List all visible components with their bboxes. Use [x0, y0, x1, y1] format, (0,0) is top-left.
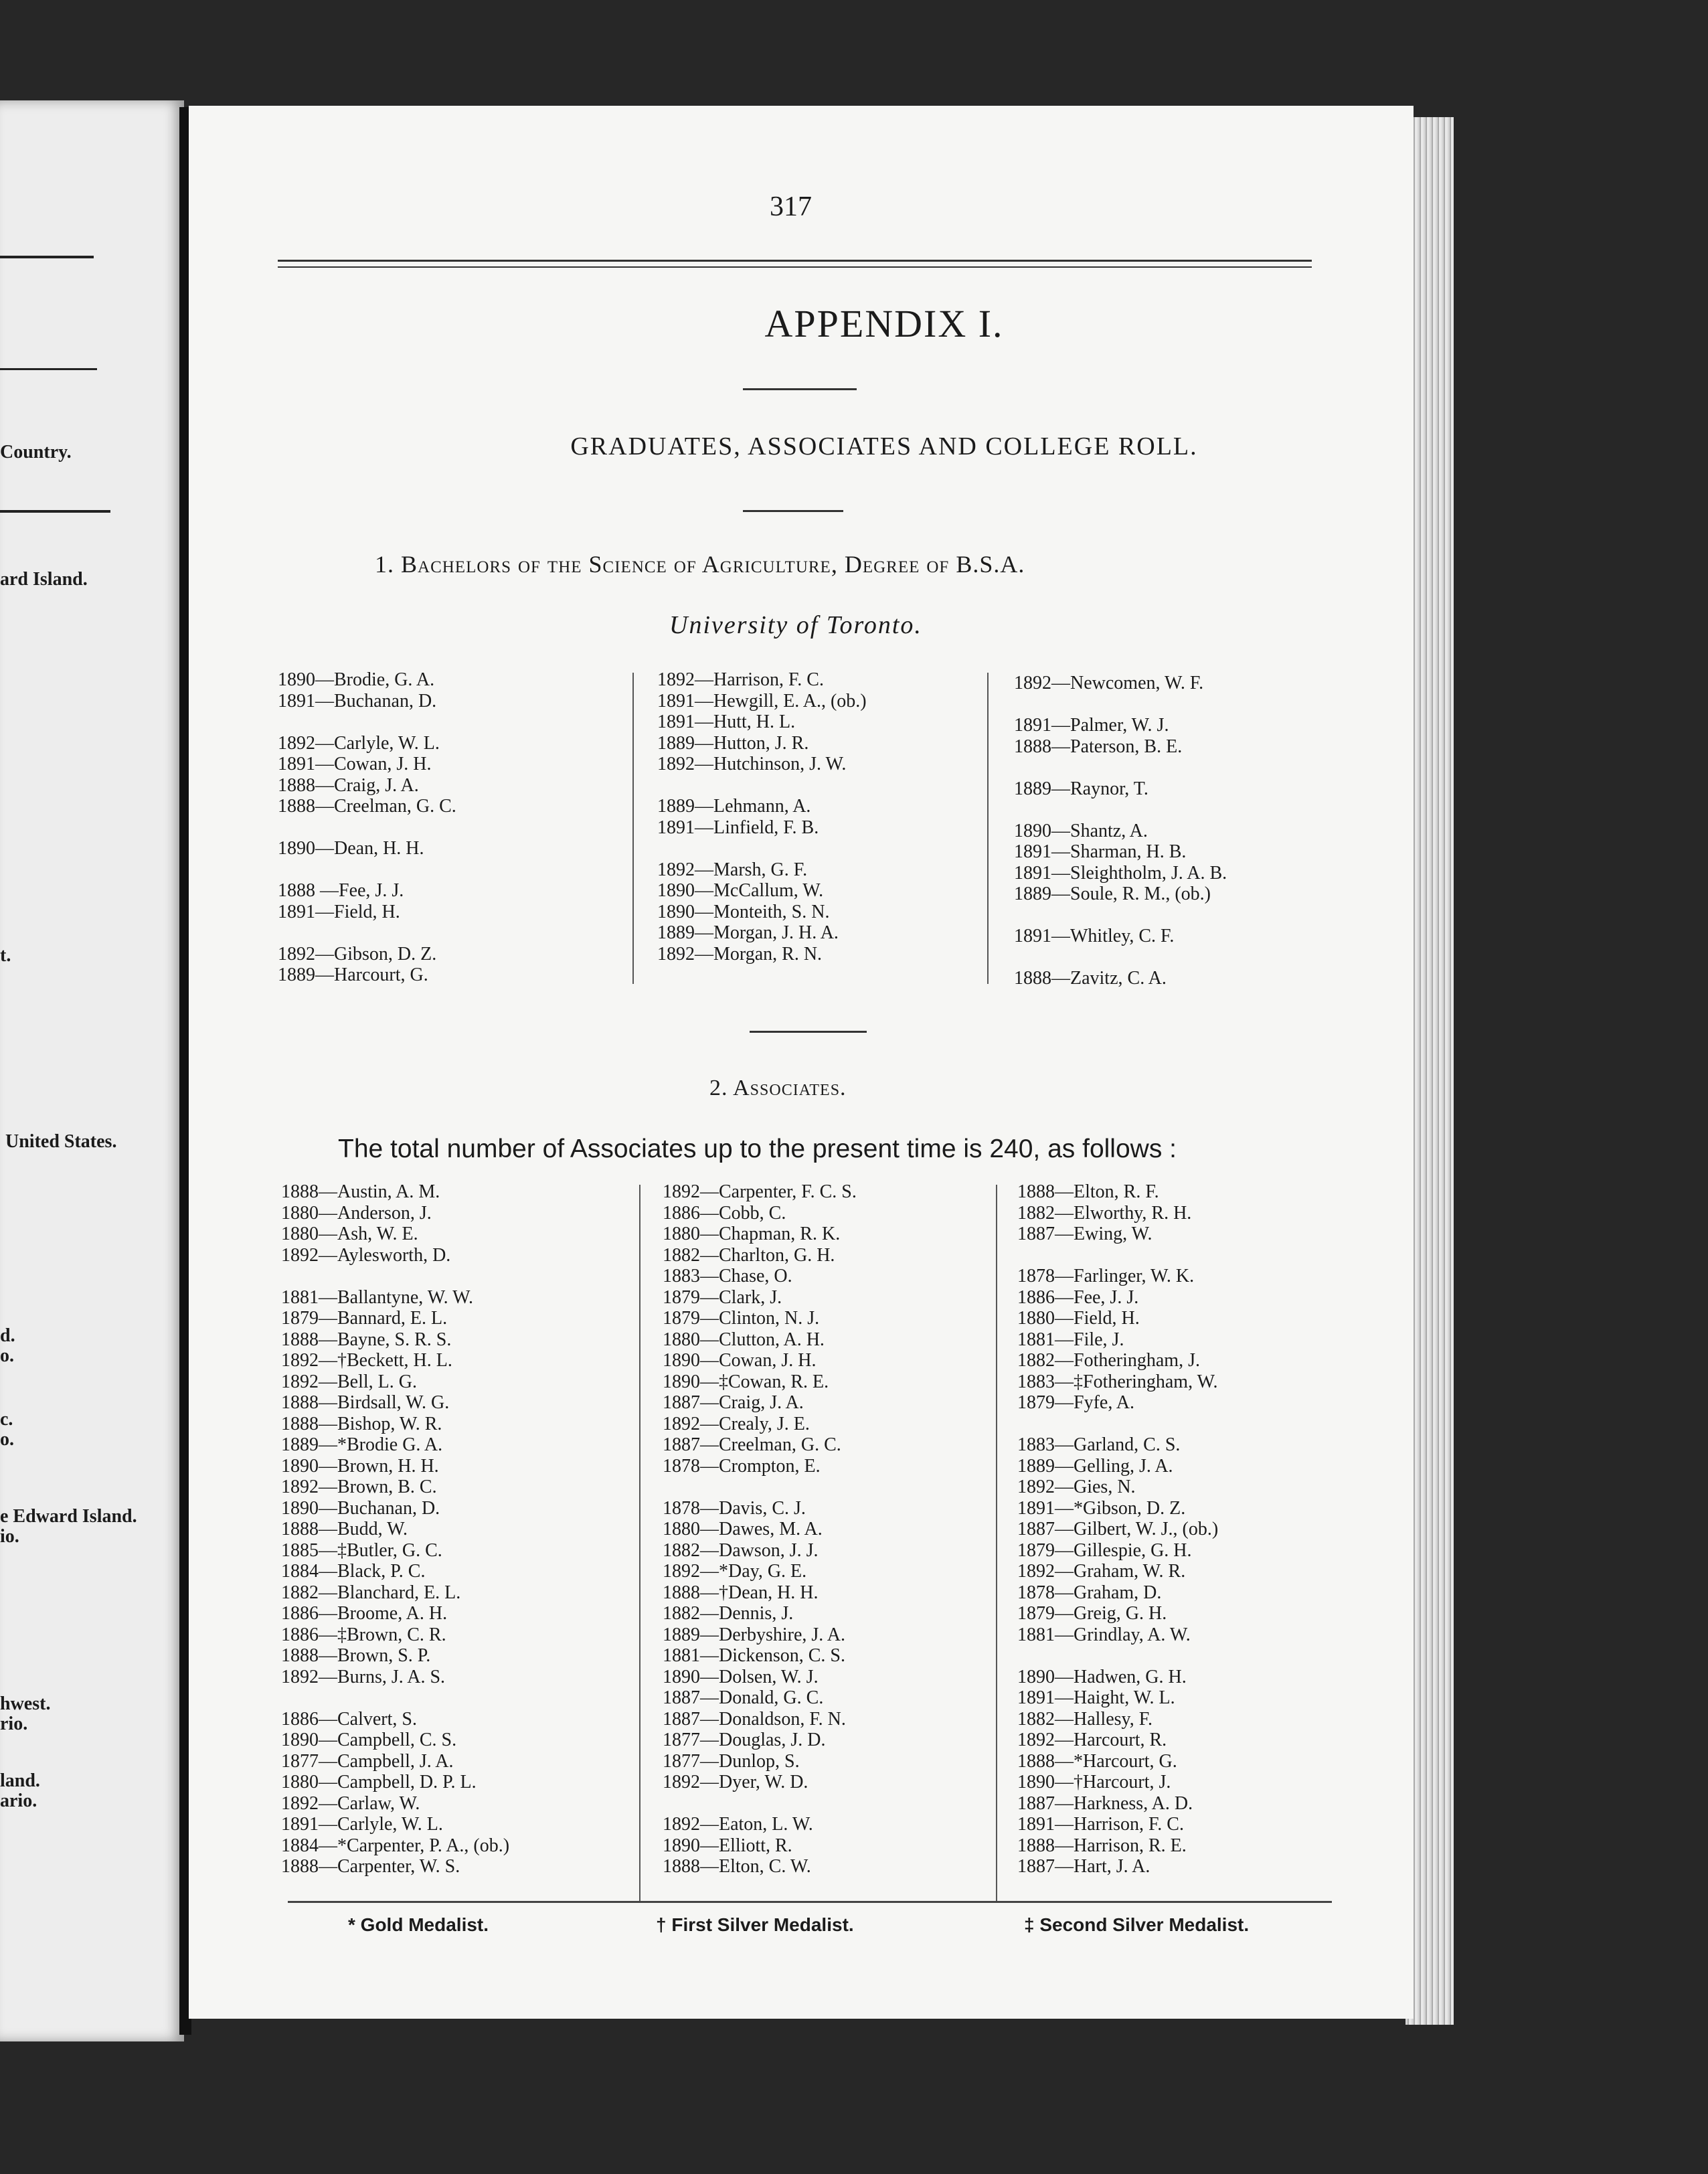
- roll-entry: 1890—Brown, H. H.: [281, 1455, 439, 1477]
- list-spacer: [1014, 694, 1227, 716]
- roll-entry: 1882—Elworthy, R. H.: [1017, 1202, 1192, 1224]
- roll-entry: 1879—Clinton, N. J.: [663, 1308, 820, 1329]
- roll-entry: 1891—Linfield, F. B.: [657, 817, 819, 838]
- roll-entry: 1878—Davis, C. J.: [663, 1497, 806, 1519]
- roll-entry: 1892—*Day, G. E.: [663, 1561, 807, 1582]
- roll-entry: 1884—*Carpenter, P. A., (ob.): [281, 1835, 510, 1856]
- roll-entry: 1888—Elton, R. F.: [1017, 1181, 1159, 1202]
- roll-entry: 1877—Douglas, J. D.: [663, 1730, 826, 1750]
- associates-column-3: [1017, 1181, 1218, 1877]
- roll-entry: 1879—Bannard, E. L.: [281, 1308, 448, 1329]
- facing-page-rule: [0, 510, 110, 513]
- facing-page-text: hwest.: [0, 1693, 51, 1714]
- roll-entry: 1891—Palmer, W. J.: [1014, 715, 1169, 736]
- roll-entry: 1890—Campbell, C. S.: [281, 1730, 457, 1750]
- roll-entry: 1878—Graham, D.: [1017, 1582, 1162, 1603]
- roll-entry: 1886—Cobb, C.: [663, 1202, 786, 1224]
- roll-entry: 1888—Bishop, W. R.: [281, 1413, 442, 1434]
- roll-entry: 1889—*Brodie G. A.: [281, 1434, 443, 1455]
- roll-title: GRADUATES, ASSOCIATES AND COLLEGE ROLL.: [570, 432, 1198, 461]
- roll-entry: 1891—Buchanan, D.: [278, 690, 437, 712]
- facing-page-fragment: [0, 100, 184, 2041]
- roll-entry: 1892—Burns, J. A. S.: [281, 1666, 446, 1687]
- roll-entry: 1877—Dunlop, S.: [663, 1750, 800, 1772]
- roll-entry: 1879—Clark, J.: [663, 1286, 782, 1308]
- roll-entry: 1892—Newcomen, W. F.: [1014, 673, 1204, 693]
- roll-entry: 1888—Carpenter, W. S.: [281, 1856, 460, 1877]
- roll-entry: 1889—Lehmann, A.: [657, 796, 811, 817]
- roll-entry: 1887—Gilbert, W. J., (ob.): [1017, 1519, 1219, 1539]
- roll-entry: 1889—Hutton, J. R.: [657, 732, 809, 754]
- roll-entry: 1891—Cowan, J. H.: [278, 754, 432, 774]
- appendix-title: APPENDIX I.: [764, 302, 1004, 345]
- roll-entry: 1879—Fyfe, A.: [1017, 1392, 1134, 1413]
- roll-entry: 1878—Farlinger, W. K.: [1017, 1266, 1195, 1286]
- bachelors-column-3: [1014, 673, 1227, 989]
- roll-entry: 1888—*Harcourt, G.: [1017, 1750, 1177, 1772]
- roll-entry: 1887—Donaldson, F. N.: [663, 1708, 846, 1730]
- roll-entry: 1886—Broome, A. H.: [281, 1603, 448, 1624]
- roll-entry: 1890—McCallum, W.: [657, 880, 824, 901]
- roll-entry: 1892—Dyer, W. D.: [663, 1772, 808, 1792]
- roll-entry: 1890—†Harcourt, J.: [1017, 1772, 1171, 1792]
- roll-entry: 1881—File, J.: [1017, 1329, 1124, 1350]
- list-spacer: [1017, 1645, 1218, 1667]
- roll-entry: 1883—Garland, C. S.: [1017, 1434, 1181, 1455]
- roll-entry: 1880—Field, H.: [1017, 1308, 1140, 1329]
- roll-entry: 1891—*Gibson, D. Z.: [1017, 1497, 1186, 1519]
- roll-entry: 1889—Raynor, T.: [1014, 778, 1148, 799]
- roll-entry: 1890—Dolsen, W. J.: [663, 1666, 819, 1687]
- roll-entry: 1889—Derbyshire, J. A.: [663, 1624, 845, 1645]
- facing-page-text: io.: [0, 1526, 19, 1547]
- roll-entry: 1881—Grindlay, A. W.: [1017, 1624, 1191, 1645]
- facing-page-text: o.: [0, 1345, 14, 1366]
- roll-entry: 1888—Zavitz, C. A.: [1014, 968, 1167, 989]
- section-1-heading: 1. Bachelors of the Science of Agriculture, Degree of B.S.A.: [375, 551, 1025, 578]
- header-rule: [278, 260, 1312, 262]
- facing-page-text: rio.: [0, 1713, 28, 1734]
- facing-page-text: e Edward Island.: [0, 1506, 137, 1527]
- roll-entry: 1892—Bell, L. G.: [281, 1371, 417, 1392]
- roll-entry: 1892—Graham, W. R.: [1017, 1561, 1186, 1582]
- roll-entry: 1891—Hutt, H. L.: [657, 712, 796, 732]
- roll-entry: 1881—Ballantyne, W. W.: [281, 1286, 473, 1308]
- roll-entry: 1889—Morgan, J. H. A.: [657, 922, 839, 943]
- roll-entry: 1889—Harcourt, G.: [278, 965, 428, 985]
- facing-page-text: ard Island.: [0, 569, 88, 590]
- list-spacer: [1014, 799, 1227, 821]
- roll-entry: 1891—Harrison, F. C.: [1017, 1814, 1184, 1835]
- list-spacer: [278, 712, 456, 733]
- roll-entry: 1888—Paterson, B. E.: [1014, 736, 1183, 757]
- roll-entry: 1887—Craig, J. A.: [663, 1392, 804, 1413]
- roll-entry: 1888—Elton, C. W.: [663, 1856, 811, 1877]
- list-spacer: [281, 1266, 509, 1287]
- column-divider: [632, 673, 634, 984]
- roll-entry: 1888—Harrison, R. E.: [1017, 1835, 1187, 1856]
- roll-entry: 1887—Harkness, A. D.: [1017, 1792, 1193, 1814]
- associates-column-2: [663, 1181, 857, 1877]
- roll-entry: 1888—Budd, W.: [281, 1519, 408, 1539]
- roll-entry: 1890—Cowan, J. H.: [663, 1350, 817, 1371]
- roll-entry: 1891—Whitley, C. F.: [1014, 926, 1175, 946]
- header-rule: [278, 266, 1312, 268]
- roll-entry: 1892—Aylesworth, D.: [281, 1244, 451, 1266]
- roll-entry: 1880—Chapman, R. K.: [663, 1224, 841, 1244]
- roll-entry: 1888—Creelman, G. C.: [278, 796, 456, 817]
- facing-page-text: d.: [0, 1325, 15, 1346]
- roll-entry: 1881—Dickenson, C. S.: [663, 1645, 845, 1666]
- roll-entry: 1879—Gillespie, G. H.: [1017, 1539, 1192, 1561]
- roll-entry: 1888—Craig, J. A.: [278, 774, 419, 796]
- roll-entry: 1888—Brown, S. P.: [281, 1645, 431, 1666]
- list-spacer: [278, 922, 456, 944]
- legend-first-silver-medalist: † First Silver Medalist.: [656, 1914, 854, 1935]
- roll-entry: 1878—Crompton, E.: [663, 1455, 821, 1477]
- facing-page-text: Country.: [0, 442, 72, 463]
- roll-entry: 1892—Carpenter, F. C. S.: [663, 1181, 857, 1202]
- roll-entry: 1889—Soule, R. M., (ob.): [1014, 884, 1211, 904]
- roll-entry: 1891—Field, H.: [278, 901, 400, 922]
- roll-entry: 1883—‡Fotheringham, W.: [1017, 1371, 1218, 1392]
- roll-entry: 1882—Dawson, J. J.: [663, 1539, 819, 1561]
- facing-page-text: United States.: [5, 1131, 117, 1152]
- roll-entry: 1888 —Fee, J. J.: [278, 880, 404, 901]
- roll-entry: 1880—Campbell, D. P. L.: [281, 1772, 477, 1792]
- facing-page-text: c.: [0, 1409, 13, 1430]
- facing-page-text: t.: [0, 945, 11, 966]
- roll-entry: 1892—Marsh, G. F.: [657, 859, 808, 880]
- roll-entry: 1892—Gibson, D. Z.: [278, 943, 437, 965]
- roll-entry: 1877—Campbell, J. A.: [281, 1750, 454, 1772]
- list-spacer: [1017, 1245, 1218, 1266]
- roll-entry: 1880—Clutton, A. H.: [663, 1329, 825, 1350]
- legend-second-silver-medalist: ‡ Second Silver Medalist.: [1024, 1914, 1250, 1935]
- facing-page-text: o.: [0, 1429, 14, 1450]
- associates-column-1: [281, 1181, 509, 1877]
- roll-entry: 1882—Charlton, G. H.: [663, 1244, 835, 1266]
- roll-entry: 1888—Birdsall, W. G.: [281, 1392, 450, 1413]
- roll-entry: 1890—Elliott, R.: [663, 1835, 792, 1856]
- roll-entry: 1892—Carlyle, W. L.: [278, 732, 440, 754]
- roll-entry: 1882—Dennis, J.: [663, 1603, 794, 1624]
- roll-entry: 1879—Greig, G. H.: [1017, 1603, 1167, 1624]
- roll-entry: 1880—Anderson, J.: [281, 1202, 432, 1224]
- roll-entry: 1892—Eaton, L. W.: [663, 1814, 813, 1835]
- roll-entry: 1888—Austin, A. M.: [281, 1181, 440, 1202]
- roll-entry: 1880—Dawes, M. A.: [663, 1519, 823, 1539]
- list-spacer: [663, 1477, 857, 1498]
- roll-entry: 1889—Gelling, J. A.: [1017, 1455, 1173, 1477]
- roll-entry: 1882—Hallesy, F.: [1017, 1708, 1153, 1730]
- roll-entry: 1885—‡Butler, G. C.: [281, 1539, 442, 1561]
- facing-page-text: land.: [0, 1770, 40, 1791]
- footer-rule: [288, 1901, 1332, 1903]
- section-divider: [750, 1031, 867, 1033]
- roll-entry: 1886—‡Brown, C. R.: [281, 1624, 446, 1645]
- roll-entry: 1887—Hart, J. A.: [1017, 1856, 1150, 1877]
- roll-entry: 1882—Blanchard, E. L.: [281, 1582, 461, 1603]
- bachelors-column-1: [278, 669, 456, 986]
- list-spacer: [278, 859, 456, 881]
- roll-entry: 1890—Monteith, S. N.: [657, 901, 830, 922]
- roll-entry: 1887—Ewing, W.: [1017, 1224, 1152, 1244]
- roll-entry: 1886—Calvert, S.: [281, 1708, 417, 1730]
- roll-entry: 1892—Hutchinson, J. W.: [657, 754, 847, 774]
- list-spacer: [663, 1793, 857, 1815]
- roll-entry: 1890—Brodie, G. A.: [278, 669, 435, 690]
- roll-entry: 1888—Bayne, S. R. S.: [281, 1329, 452, 1350]
- legend-gold-medalist: * Gold Medalist.: [348, 1914, 489, 1935]
- roll-entry: 1882—Fotheringham, J.: [1017, 1350, 1200, 1371]
- roll-entry: 1890—‡Cowan, R. E.: [663, 1371, 829, 1392]
- column-divider: [639, 1185, 640, 1901]
- roll-entry: 1891—Carlyle, W. L.: [281, 1814, 443, 1835]
- column-divider: [987, 673, 989, 984]
- list-spacer: [1014, 757, 1227, 778]
- list-spacer: [657, 838, 867, 859]
- roll-entry: 1883—Chase, O.: [663, 1266, 792, 1286]
- roll-entry: 1887—Creelman, G. C.: [663, 1434, 841, 1455]
- roll-entry: 1892—Crealy, J. E.: [663, 1413, 810, 1434]
- roll-entry: 1892—†Beckett, H. L.: [281, 1350, 452, 1371]
- roll-entry: 1892—Harcourt, R.: [1017, 1730, 1167, 1750]
- title-divider: [743, 388, 857, 390]
- list-spacer: [278, 817, 456, 839]
- university-name: University of Toronto.: [669, 611, 922, 639]
- title-divider: [743, 510, 843, 512]
- roll-entry: 1884—Black, P. C.: [281, 1561, 426, 1582]
- list-spacer: [1014, 947, 1227, 969]
- roll-entry: 1891—Haight, W. L.: [1017, 1687, 1175, 1708]
- bachelors-column-2: [657, 669, 867, 965]
- list-spacer: [1014, 905, 1227, 926]
- list-spacer: [657, 775, 867, 797]
- roll-entry: 1891—Sleightholm, J. A. B.: [1014, 862, 1227, 884]
- associates-total-statement: The total number of Associates up to the present time is 240, as follows :: [338, 1135, 1177, 1163]
- facing-page-rule: [0, 256, 94, 258]
- list-spacer: [1017, 1414, 1218, 1435]
- column-divider: [996, 1185, 997, 1901]
- roll-entry: 1892—Brown, B. C.: [281, 1477, 437, 1497]
- section-2-heading: 2. Associates.: [709, 1076, 847, 1100]
- list-spacer: [281, 1687, 509, 1709]
- roll-entry: 1880—Ash, W. E.: [281, 1224, 418, 1244]
- roll-entry: 1892—Harrison, F. C.: [657, 669, 824, 690]
- page-number: 317: [770, 191, 812, 222]
- roll-entry: 1887—Donald, G. C.: [663, 1687, 824, 1708]
- roll-entry: 1891—Sharman, H. B.: [1014, 841, 1187, 862]
- roll-entry: 1890—Dean, H. H.: [278, 838, 424, 859]
- roll-entry: 1890—Hadwen, G. H.: [1017, 1666, 1187, 1687]
- roll-entry: 1888—†Dean, H. H.: [663, 1582, 819, 1603]
- roll-entry: 1890—Shantz, A.: [1014, 820, 1148, 841]
- roll-entry: 1891—Hewgill, E. A., (ob.): [657, 690, 867, 712]
- roll-entry: 1892—Carlaw, W.: [281, 1792, 420, 1814]
- facing-page-rule: [0, 368, 97, 370]
- facing-page-text: ario.: [0, 1790, 37, 1811]
- roll-entry: 1890—Buchanan, D.: [281, 1497, 440, 1519]
- roll-entry: 1892—Gies, N.: [1017, 1477, 1136, 1497]
- roll-entry: 1886—Fee, J. J.: [1017, 1286, 1139, 1308]
- roll-entry: 1892—Morgan, R. N.: [657, 943, 823, 965]
